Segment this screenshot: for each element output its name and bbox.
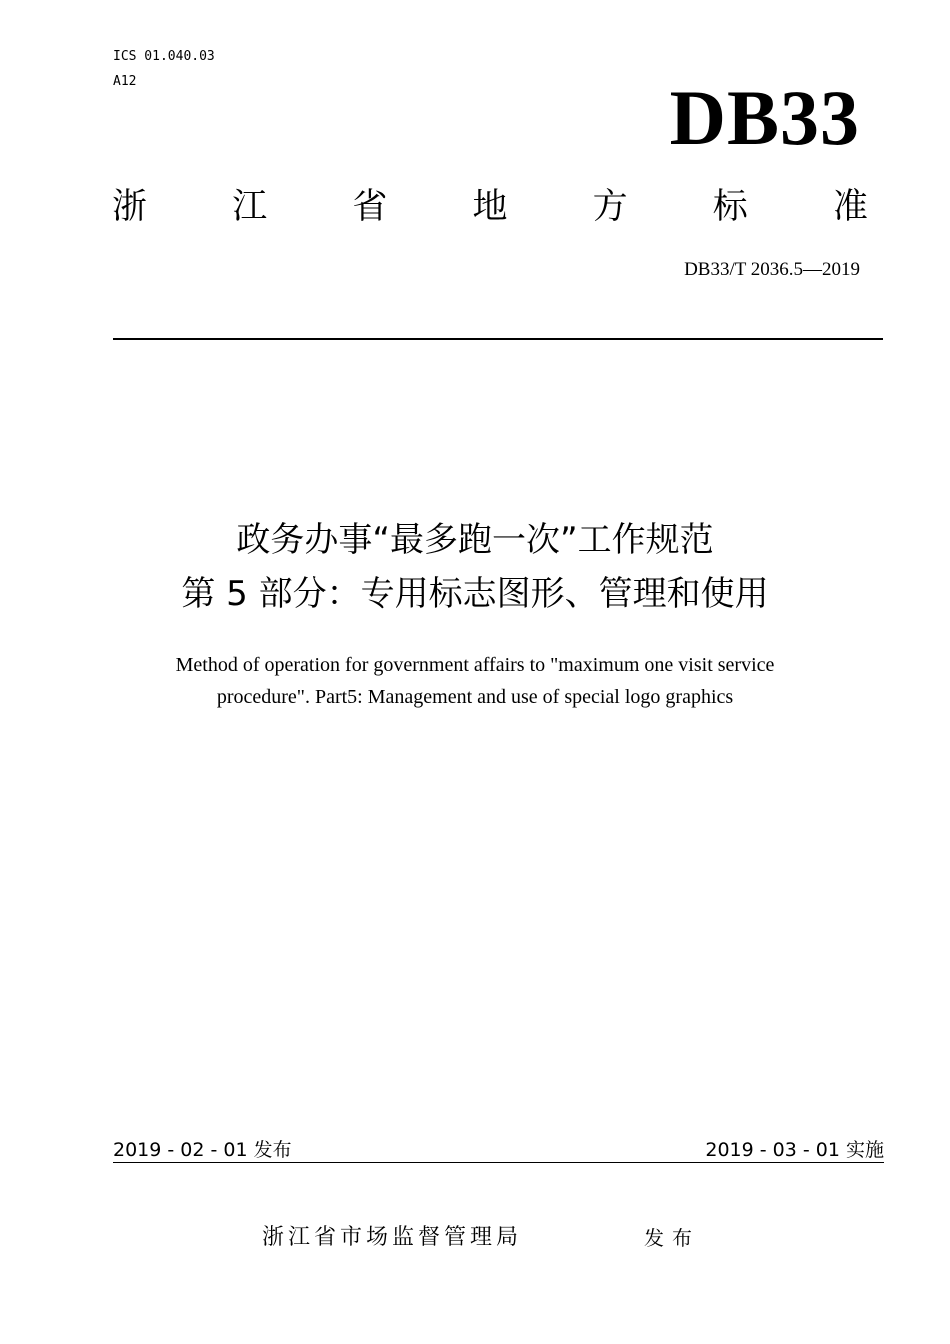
classification-code: A12 <box>113 74 137 89</box>
header-divider <box>113 338 883 340</box>
issue-date: 2019 - 02 - 01 发布 <box>113 1139 292 1161</box>
standard-type-char: 省 <box>352 187 388 227</box>
standard-type-char: 方 <box>592 187 628 227</box>
title-cn-line-1: 政务办事“最多跑一次”工作规范 <box>236 520 714 560</box>
standard-number: DB33/T 2036.5—2019 <box>684 259 860 280</box>
standard-type-char: 地 <box>472 187 508 227</box>
ics-code: ICS 01.040.03 <box>113 49 215 64</box>
title-en-line-2: procedure". Part5: Management and use of special logo graphics <box>216 686 734 708</box>
title-cn-line-2: 第 5 部分：专用标志图形、管理和使用 <box>181 574 769 614</box>
standard-type-char: 准 <box>832 187 868 227</box>
implementation-date: 2019 - 03 - 01 实施 <box>705 1139 884 1161</box>
publish-word: 发布 <box>644 1226 700 1250</box>
standard-type-char: 标 <box>712 187 748 227</box>
publisher: 浙江省市场监督管理局 <box>262 1225 523 1250</box>
db-code: DB33 <box>669 74 860 161</box>
standard-type-char: 浙 <box>112 187 148 227</box>
footer-divider <box>113 1162 884 1163</box>
standard-type <box>112 182 868 232</box>
title-en-line-1: Method of operation for government affairs to "maximum one visit service <box>175 654 775 676</box>
standard-type-char: 江 <box>232 187 268 227</box>
